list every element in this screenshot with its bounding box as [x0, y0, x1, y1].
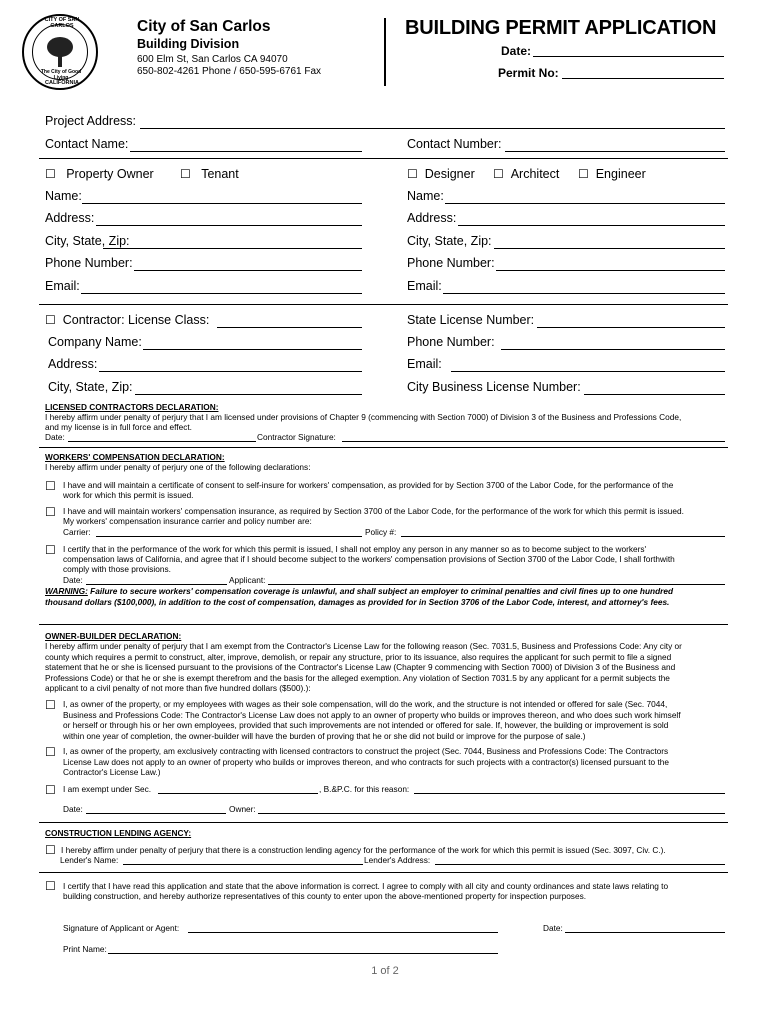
policy-label: Policy #:: [365, 527, 397, 537]
owner-builder-date-label: Date:: [63, 804, 83, 814]
architect-checkbox[interactable]: ☐: [493, 167, 504, 181]
lender-address-field[interactable]: [435, 864, 725, 865]
division-name: Building Division: [137, 37, 240, 51]
certify-date-field[interactable]: [565, 932, 725, 933]
certify-date-label: Date:: [543, 923, 563, 933]
owner-builder-heading: OWNER-BUILDER DECLARATION:: [45, 631, 182, 641]
engineer-checkbox[interactable]: ☐: [578, 167, 589, 181]
workers-option-text: comply with those provisions.: [63, 564, 171, 574]
architect-label: Architect: [510, 167, 560, 181]
owner-phone-label: Phone Number:: [45, 256, 133, 270]
contractor-address-field[interactable]: [99, 371, 362, 372]
seal-bottom-text: CALIFORNIA: [45, 80, 79, 86]
divider: [39, 624, 728, 625]
divider: [39, 872, 728, 873]
policy-field[interactable]: [401, 536, 725, 537]
owner-builder-option-text: within one year of completion, the owner-builder will have the burden of proving that he or she did not build or improve for the purpose of sale.): [63, 731, 586, 741]
owner-name-field[interactable]: [82, 203, 362, 204]
company-name-field[interactable]: [143, 349, 362, 350]
designer-checkbox[interactable]: ☐: [407, 167, 418, 181]
header-date-field[interactable]: [533, 56, 724, 57]
city-seal: [22, 14, 98, 90]
tenant-checkbox[interactable]: ☐: [180, 167, 191, 181]
owner-name-label: Name:: [45, 189, 82, 203]
permit-number-label: Permit No:: [498, 66, 559, 80]
owner-builder-text: I hereby affirm under penalty of perjury that I am exempt from the Contractor's License Law for the following reason (Sec. 7031.5, Business and Professions Code: Any city or: [45, 641, 682, 651]
owner-builder-date-field[interactable]: [86, 813, 226, 814]
warning-label: WARNING:: [45, 586, 88, 596]
owner-csz-label: City, State, Zip:: [45, 234, 130, 248]
owner-builder-text: county which requires a permit to construct, alter, improve, demolish, or repair any structure, prior to its issuance, also requires the applicant for such permit to file a signed: [45, 652, 672, 662]
city-address: 600 Elm St, San Carlos CA 94070: [137, 54, 288, 65]
licensed-date-label: Date:: [45, 432, 65, 442]
insurance-checkbox[interactable]: ☐: [45, 505, 56, 519]
warning-text: [45, 586, 735, 597]
designer-phone-field[interactable]: [496, 270, 725, 271]
licensed-text: and my license is in full force and effect.: [45, 422, 192, 432]
applicant-field[interactable]: [268, 584, 725, 585]
exempt-reason-field[interactable]: [414, 793, 725, 794]
divider: [39, 158, 728, 159]
designer-label: Designer: [424, 167, 475, 181]
header-date-label: Date:: [501, 44, 532, 58]
contact-number-field[interactable]: [505, 151, 725, 152]
oak-trunk: [58, 55, 62, 67]
exempt-section-field[interactable]: [158, 793, 318, 794]
page-number: 1 of 2: [371, 965, 399, 977]
divider: [39, 822, 728, 823]
owner-builder-option-text: I, as owner of the property, am exclusively contracting with licensed contractors to construct the project (Sec. 7044, Business and Professions Code: The Contractors: [63, 746, 669, 756]
bpc-label: , B.&P.C. for this reason:: [319, 784, 410, 794]
engineer-label: Engineer: [595, 167, 646, 181]
seal-emblem: [32, 24, 88, 80]
designer-name-label: Name:: [407, 189, 444, 203]
workers-heading: WORKERS' COMPENSATION DECLARATION:: [45, 452, 225, 462]
workers-option-text: compensation laws of California, and agree that if I should become subject to the workers' compensation provisions of Section 3700 of the Labor Code, I shall forthwith: [63, 554, 675, 564]
contractor-phone-label: Phone Number:: [407, 335, 495, 349]
contractor-email-field[interactable]: [451, 371, 725, 372]
lending-text: I hereby affirm under penalty of perjury that there is a construction lending agency for the performance of the work for which this permit is issued (Sec. 3097, Civ. C.).: [61, 845, 666, 855]
owner-address-field[interactable]: [96, 225, 362, 226]
city-license-label: City Business License Number:: [407, 380, 581, 394]
owner-phone-field[interactable]: [134, 270, 362, 271]
owner-builder-text: statement that he or she is licensed pursuant to the provisions of the Contractor's License Law (Chapter 9 commencing with Section 7000) of Division 3 of the Business and: [45, 662, 676, 672]
property-owner-checkbox[interactable]: ☐: [45, 167, 56, 181]
owner-builder-option-text: License Law does not apply to an owner of property who builds or improves thereon, and who contracts for such projects with a contractor(s) licensed pursuant to the: [63, 757, 669, 767]
contractor-csz-label: City, State, Zip:: [48, 380, 133, 394]
divider: [39, 304, 728, 305]
self-insure-checkbox[interactable]: ☐: [45, 479, 56, 493]
project-address-field[interactable]: [140, 128, 725, 129]
state-license-label: State License Number:: [407, 313, 535, 327]
header-divider: [384, 18, 386, 86]
contact-number-label: Contact Number:: [407, 137, 502, 151]
lending-heading: CONSTRUCTION LENDING AGENCY:: [45, 828, 192, 838]
license-class-field[interactable]: [217, 327, 362, 328]
designer-csz-field[interactable]: [494, 248, 725, 249]
designer-email-label: Email:: [407, 279, 442, 293]
owner-label: Owner:: [229, 804, 256, 814]
certify-text: building construction, and hereby authorize representatives of this county to enter upon the above-mentioned property for inspection purposes.: [63, 891, 587, 901]
designer-address-field[interactable]: [458, 225, 725, 226]
contact-name-label: Contact Name:: [45, 137, 129, 151]
contractor-csz-field[interactable]: [135, 394, 362, 395]
contractor-signature-field[interactable]: [342, 441, 725, 442]
owner-csz-field[interactable]: [103, 248, 362, 249]
designer-address-label: Address:: [407, 211, 457, 225]
owner-work-checkbox[interactable]: ☐: [45, 698, 56, 712]
lender-address-label: Lender's Address:: [364, 855, 431, 865]
seal-top-text: CITY OF SAN CARLOS: [44, 17, 80, 29]
signature-label: Signature of Applicant or Agent:: [63, 923, 180, 933]
lending-checkbox[interactable]: ☐: [45, 843, 56, 857]
workers-intro: I hereby affirm under penalty of perjury one of the following declarations:: [45, 462, 311, 472]
certify-text: I certify that I have read this application and state that the above information is correct. I agree to comply with all city and county ordinances and state laws relating to: [63, 881, 669, 891]
owner-builder-option-text: Contractor's License Law.): [63, 767, 161, 777]
no-employees-checkbox[interactable]: ☐: [45, 543, 56, 557]
permit-number-field[interactable]: [562, 78, 724, 79]
owner-builder-text: applicant to a civil penalty of not more than five hundred dollars ($500).):: [45, 683, 311, 693]
workers-option-text: work for which this permit is issued.: [63, 490, 194, 500]
warning-line1: Failure to secure workers' compensation coverage is unlawful, and shall subject an employer to criminal penalties and civil fines up to one hundred: [87, 586, 674, 596]
designer-email-field[interactable]: [443, 293, 725, 294]
project-address-label: Project Address:: [45, 114, 137, 128]
designer-csz-label: City, State, Zip:: [407, 234, 492, 248]
property-owner-label: Property Owner: [66, 167, 154, 181]
warning-line2: thousand dollars ($100,000), in addition to the cost of compensation, damages as provided for in Section 3706 of the Labor Code, interest, and attorney's fees.: [45, 597, 670, 607]
city-name: City of San Carlos: [137, 18, 271, 35]
licensed-date-field[interactable]: [68, 441, 256, 442]
licensed-text: I hereby affirm under penalty of perjury that I am licensed under provisions of Chapter 9 (commencing with Section 7000) of Division 3 of the Business and Professions Code,: [45, 412, 682, 422]
print-name-field[interactable]: [108, 953, 498, 954]
applicant-label: Applicant:: [229, 575, 266, 585]
divider: [39, 447, 728, 448]
owner-builder-text: Professions Code) or that he or she is exempt therefrom and the basis for the alleged exemption. Any violation of Section 7031.5 by any applicant for a permit subjects the: [45, 673, 670, 683]
license-class-label: Contractor: License Class:: [62, 313, 210, 327]
contractor-phone-field[interactable]: [501, 349, 725, 350]
licensed-heading: LICENSED CONTRACTORS DECLARATION:: [45, 402, 219, 412]
contractor-address-label: Address:: [48, 357, 98, 371]
carrier-field[interactable]: [96, 536, 362, 537]
owner-address-label: Address:: [45, 211, 95, 225]
lender-name-field[interactable]: [123, 864, 363, 865]
owner-contracting-checkbox[interactable]: ☐: [45, 745, 56, 759]
signature-field[interactable]: [188, 932, 498, 933]
designer-phone-label: Phone Number:: [407, 256, 495, 270]
seal-motto: The City of Good Living: [40, 69, 82, 81]
owner-builder-option-text: I, as owner of the property, or my employees with wages as their sole compensation, will do the work, and the structure is not intended or offered for sale (Sec. 7044,: [63, 699, 668, 709]
print-name-label: Print Name:: [63, 944, 107, 954]
exempt-label: I am exempt under Sec.: [63, 784, 152, 794]
oak-tree-icon: [47, 37, 73, 57]
page-title: BUILDING PERMIT APPLICATION: [405, 17, 717, 39]
lender-name-label: Lender's Name:: [60, 855, 119, 865]
owner-builder-option-text: Business and Professions Code: The Contractor's License Law does not apply to an owner of property who builds or improves thereon, and who does such work himself: [63, 710, 681, 720]
owner-signature-field[interactable]: [258, 813, 725, 814]
designer-name-field[interactable]: [445, 203, 725, 204]
contractor-checkbox[interactable]: ☐: [45, 313, 56, 327]
contact-name-field[interactable]: [130, 151, 362, 152]
workers-option-text: My workers' compensation insurance carrier and policy number are:: [63, 516, 312, 526]
workers-option-text: I have and will maintain a certificate of consent to self-insure for workers' compensation, as provided for by Section 3700 of the Labor Code, for the performance of the: [63, 480, 674, 490]
city-phone: 650-802-4261 Phone / 650-595-6761 Fax: [137, 66, 322, 77]
workers-date-field[interactable]: [86, 584, 227, 585]
workers-date-label: Date:: [63, 575, 83, 585]
exempt-checkbox[interactable]: ☐: [45, 783, 56, 797]
state-license-field[interactable]: [537, 327, 725, 328]
city-license-field[interactable]: [584, 394, 725, 395]
certify-checkbox[interactable]: ☐: [45, 879, 56, 893]
workers-option-text: I have and will maintain workers' compensation insurance, as required by Section 3700 of the Labor Code, for the performance of the work for which this permit is issued.: [63, 506, 684, 516]
company-name-label: Company Name:: [48, 335, 142, 349]
tenant-label: Tenant: [201, 167, 239, 181]
owner-email-label: Email:: [45, 279, 80, 293]
contractor-email-label: Email:: [407, 357, 442, 371]
owner-builder-option-text: or herself or through his or her own employees, provided that such improvements are not intended or offered for sale. If, however, the building or improvement is sold: [63, 720, 669, 730]
carrier-label: Carrier:: [63, 527, 91, 537]
owner-email-field[interactable]: [81, 293, 362, 294]
workers-option-text: I certify that in the performance of the work for which this permit is issued, I shall not employ any person in any manner so as to become subject to the workers': [63, 544, 647, 554]
contractor-signature-label: Contractor Signature:: [257, 432, 336, 442]
